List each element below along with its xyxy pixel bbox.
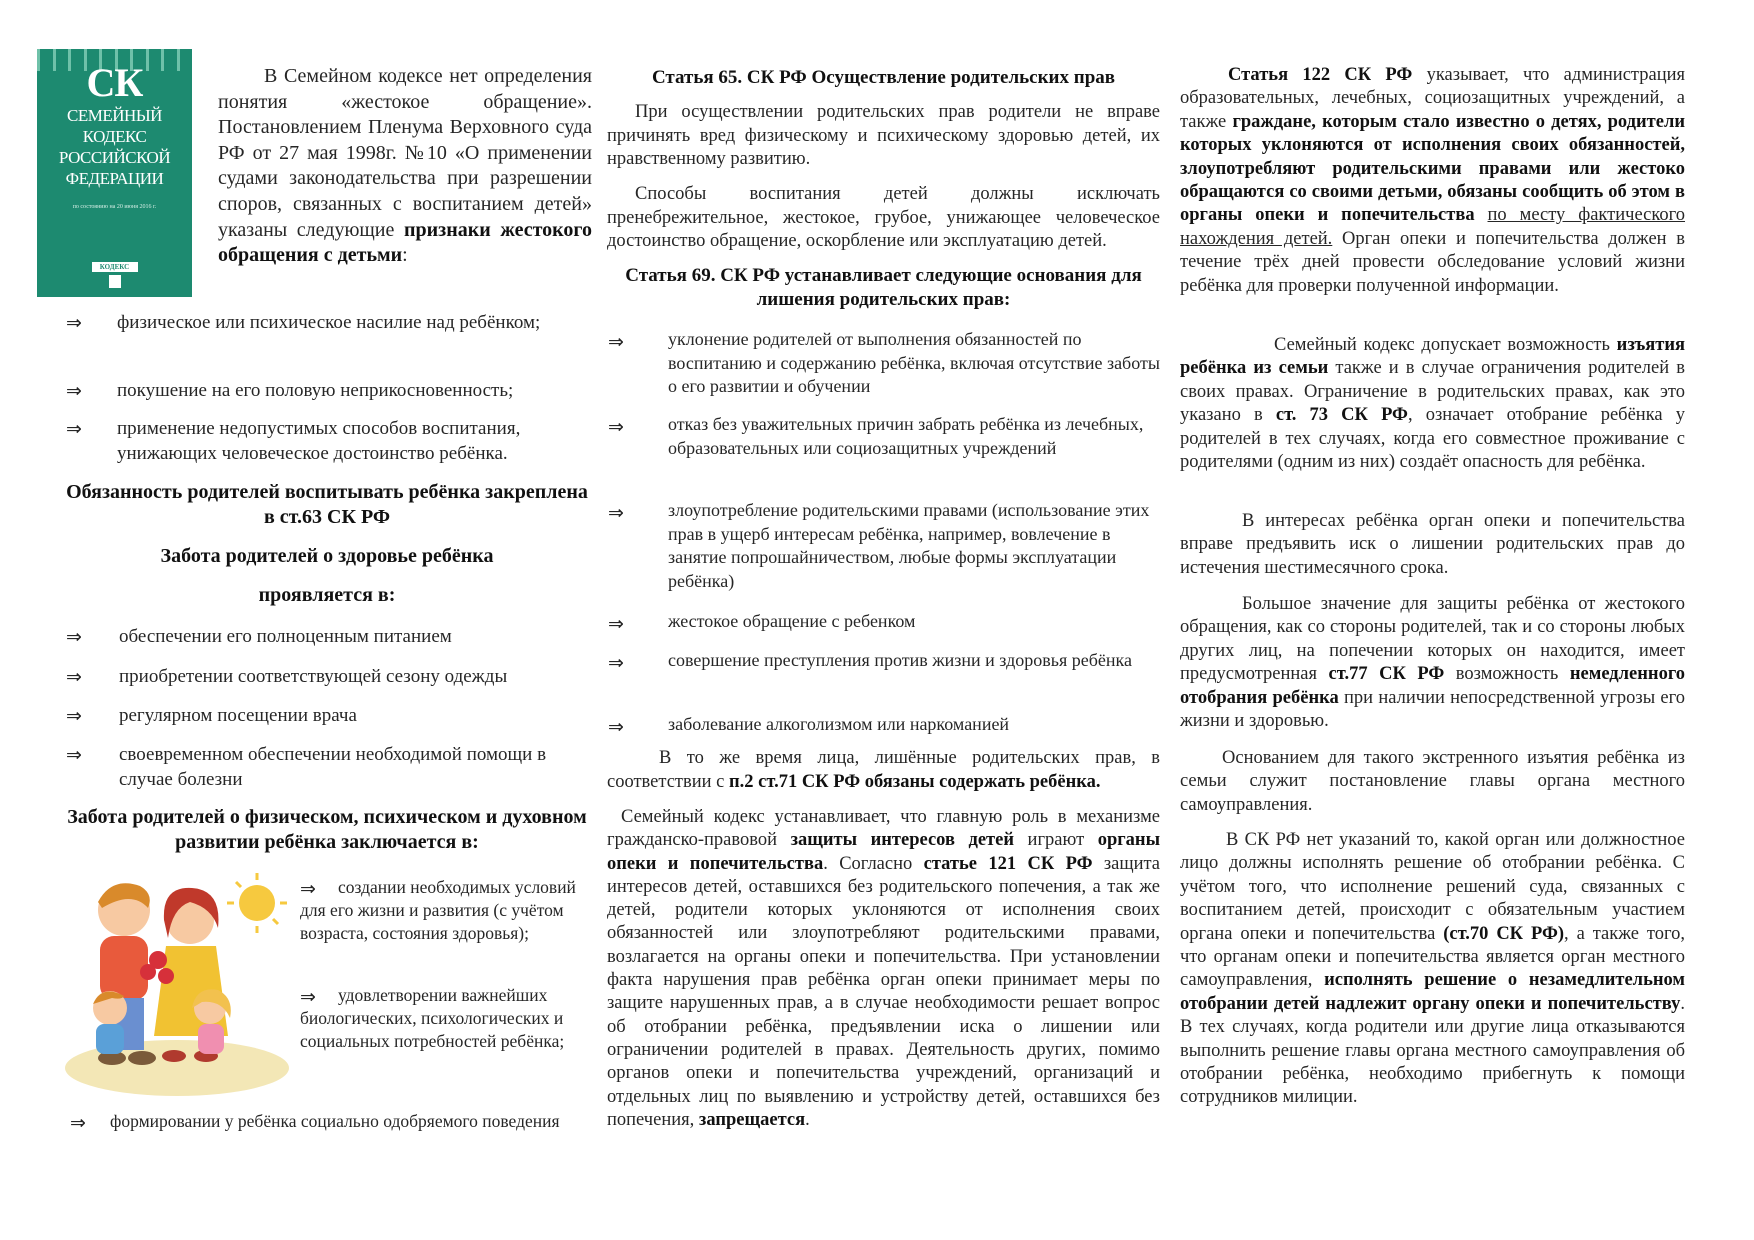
- article-71-paragraph: В то же время лица, лишённые родительских прав, в соответствии с п.2 ст.71 СК РФ обязаны содержать ребёнка.: [607, 748, 1160, 792]
- heading-health: Забота родителей о здоровье ребёнка: [160, 545, 494, 567]
- removal-paragraph: Семейный кодекс допускает возможность изъятия ребёнка из семьи также и в случае ограничения родителей в своих правах. Ограничение в родительских правах, как это указано в ст. 73 СК РФ, означает отобрание ребёнка у родителей в тех случаях, когда его совместное проживание с родителями (одним из них) создаёт опасность для ребёнка.: [1180, 335, 1685, 473]
- heading-article-69: Статья 69. СК РФ устанавливает следующие основания для лишения родительских прав:: [625, 265, 1142, 310]
- arrow-icon: ⇒: [608, 331, 624, 353]
- intro-paragraph: В Семейном кодексе нет определения понятия «жестокое обращение». Постановлением Пленума Верховного суда РФ от 27 мая 1998г. №10 «О применении судами законодательства при разрешении споров, связанных с воспитанием детей» указаны следующие признаки жестокого обращения с детьми:: [218, 65, 593, 267]
- heading-article-65: Статья 65. СК РФ Осуществление родительских прав: [651, 67, 1116, 88]
- cover-edition: по состоянию на 20 июня 2016 г.: [72, 204, 157, 210]
- cover-abbr: СК: [86, 60, 143, 105]
- list-item: злоупотребление родительскими правами (использование этих прав в ущерб интересам ребёнка, например, вовлечение в занятие попрошайничеством, любые формы эксплуатации ребёнка): [668, 500, 1150, 591]
- list-item: покушение на его половую неприкосновенность;: [117, 380, 514, 401]
- list-item: обеспечении его полноценным питанием: [119, 626, 452, 647]
- claim-paragraph: В интересах ребёнка орган опеки и попечительства вправе предъявить иск о лишении родительских прав до истечения шестимесячного срока.: [1180, 511, 1685, 578]
- article-65-paragraph-2: Способы воспитания детей должны исключать пренебрежительное, жестокое, грубое, унижающее человеческое достоинство обращение, оскорбление или эксплуатацию детей.: [607, 184, 1160, 251]
- arrow-icon: ⇒: [66, 666, 82, 688]
- heading-health-sub: проявляется в:: [258, 584, 396, 606]
- article-122-paragraph: Статья 122 СК РФ указывает, что администрация образовательных, лечебных, социозащитных учреждений, а также граждане, которым стало известно о детях, родители которых уклоняются от исполнения своих обязанностей, злоупотребляют родительскими правами или жестоко обращаются со своими детьми, обязаны сообщить об этом в органы опеки и попечительства по месту фактического нахождения детей. Орган опеки и попечительства должен в течение трёх дней провести обследование условий жизни ребёнка для проверки полученной информации.: [1180, 65, 1686, 296]
- list-item: применение недопустимых способов воспитания, унижающих человеческое достоинство ребёнка.: [117, 418, 521, 464]
- list-item: уклонение родителей от выполнения обязанностей по воспитанию и содержанию ребёнка, включая отсутствие заботы о его развитии и обучении: [668, 329, 1160, 396]
- list-item: физическое или психическое насилие над ребёнком;: [117, 312, 541, 333]
- family-illustration: [62, 868, 292, 1100]
- arrow-icon: ⇒: [608, 613, 624, 635]
- list-item: отказ без уважительных причин забрать ребёнка из лечебных, образовательных или социозащитных учреждений: [668, 414, 1144, 458]
- arrow-icon: ⇒: [608, 502, 624, 524]
- enforcement-paragraph: В СК РФ нет указаний то, какой орган или должностное лицо должны исполнять решение об отобрании ребёнка. С учётом того, что исполнение решений суда, связанных с воспитанием детей, происходит с обязательным участием органа опеки и попечительства (ст.70 СК РФ), а также того, что органам опеки и попечительства является орган местного самоуправления, исполнять решение о незамедлительном отобрании детей надлежит органу опеки и попечительству. В тех случаях, когда родители или другие лица отказываются выполнить решение главы органа местного самоуправления об отобрании ребёнка, необходимо прибегнуть к помощи сотрудников милиции.: [1180, 830, 1686, 1108]
- list-item: удовлетворении важнейших биологических, психологических и социальных потребностей ребёнка;: [300, 985, 565, 1051]
- list-item: жестокое обращение с ребенком: [668, 611, 916, 631]
- arrow-icon: ⇒: [66, 380, 82, 402]
- list-item: формировании у ребёнка социально одобряемого поведения: [110, 1111, 560, 1131]
- emergency-basis-paragraph: Основанием для такого экстренного изъятия ребёнка из семьи служит постановление главы органа местного самоуправления.: [1180, 748, 1685, 815]
- arrow-icon: ⇒: [70, 1112, 86, 1134]
- heading-development: Забота родителей о физическом, психическом и духовном развитии ребёнка заключается в:: [67, 806, 587, 853]
- article-77-paragraph: Большое значение для защиты ребёнка от жестокого обращения, как со стороны родителей, так и со стороны любых других лиц, на попечении которых он находится, имеет предусмотренная ст.77 СК РФ возможность немедленного отобрания ребёнка при наличии непосредственной угрозы его жизни и здоровью.: [1180, 594, 1686, 732]
- arrow-icon: ⇒: [66, 626, 82, 648]
- list-item: совершение преступления против жизни и здоровья ребёнка: [668, 650, 1132, 670]
- arrow-icon: ⇒: [66, 418, 82, 440]
- arrow-icon: ⇒: [66, 312, 82, 334]
- list-item: создании необходимых условий для его жизни и развития (с учётом возраста, состояния здоровья);: [300, 877, 576, 943]
- code-book-cover-image: [37, 49, 192, 297]
- arrow-icon: ⇒: [66, 744, 82, 766]
- heading-obligation: Обязанность родителей воспитывать ребёнка закреплена в ст.63 СК РФ: [66, 481, 588, 528]
- guardianship-paragraph: Семейный кодекс устанавливает, что главную роль в механизме гражданско-правовой защиты интересов детей играют органы опеки и попечительства. Согласно статье 121 СК РФ защита интересов детей, оставшихся без родительского попечения, а так же детей, родители которых уклоняются от исполнения своих обязанностей или злоупотребляют родительскими правами, возлагается на органы опеки и попечительства. При установлении факта нарушения прав ребёнка орган опеки принимает меры по защите нарушенных прав, а в случае необходимости решает вопрос об отобрании ребёнка, предъявлении иска о лишении или ограничении родителей в правах. Деятельность других, помимо органов опеки и попечительства учреждений, организаций и отдельных лиц по выявлению и устройству детей, оставшихся без попечения, запрещается.: [607, 807, 1161, 1130]
- arrow-icon: ⇒: [608, 652, 624, 674]
- list-item: приобретении соответствующей сезону одежды: [119, 666, 508, 687]
- article-65-paragraph-1: При осуществлении родительских прав родители не вправе причинять вред физическому и психическому здоровью детей, их нравственному развитию.: [607, 102, 1160, 169]
- arrow-icon: ⇒: [66, 705, 82, 727]
- cover-publisher: КОДЕКС: [92, 262, 138, 272]
- arrow-icon: ⇒: [608, 716, 624, 738]
- arrow-icon: ⇒: [300, 986, 316, 1008]
- cover-title: СЕМЕЙНЫЙ КОДЕКС РОССИЙСКОЙ ФЕДЕРАЦИИ: [58, 106, 171, 188]
- list-item: своевременном обеспечении необходимой помощи в случае болезни: [119, 744, 547, 790]
- list-item: регулярном посещении врача: [119, 705, 357, 726]
- publisher-logo: [109, 275, 121, 288]
- arrow-icon: ⇒: [300, 878, 316, 900]
- arrow-icon: ⇒: [608, 416, 624, 438]
- list-item: заболевание алкоголизмом или наркоманией: [668, 714, 1010, 734]
